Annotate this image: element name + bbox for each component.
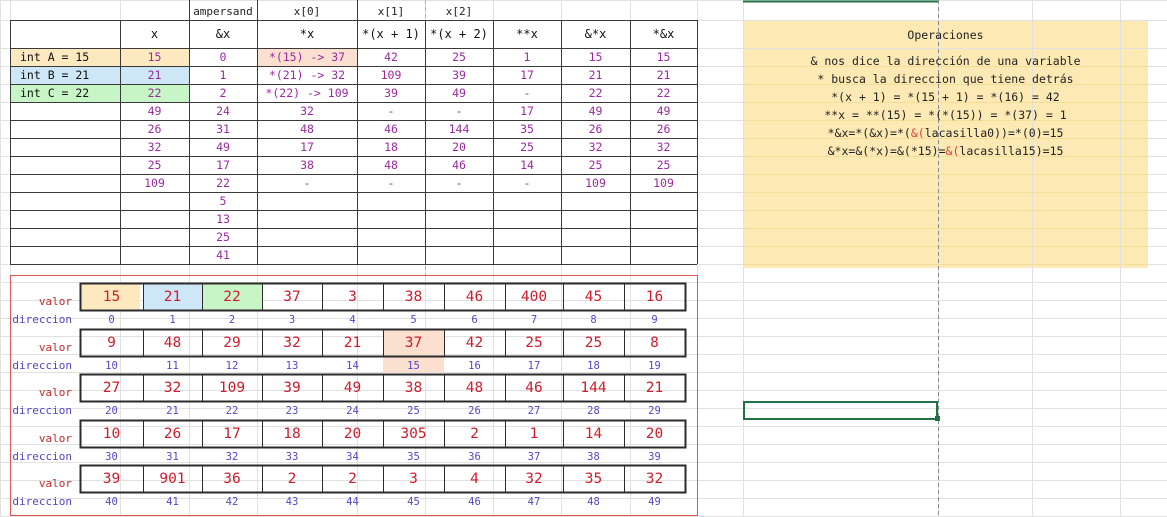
table-cell[interactable]: 38 xyxy=(300,158,314,172)
memory-address[interactable]: 13 xyxy=(285,359,299,372)
table-cell[interactable]: 25 xyxy=(588,158,603,172)
memory-value[interactable]: 2 xyxy=(287,470,297,487)
table-cell[interactable]: 109 xyxy=(144,176,165,190)
table-cell[interactable]: 46 xyxy=(452,158,466,172)
header-x1[interactable]: x[1] xyxy=(377,5,405,18)
operation-line: & * x = & ( * x ) = & ( * 1 5 ) = & ( l a c a s i l l a 1 5 ) = 1 5 xyxy=(827,144,1064,158)
table-cell[interactable]: 48 xyxy=(384,158,398,172)
column-header[interactable]: *(x + 2) xyxy=(430,27,488,41)
direccion-label: direccion xyxy=(12,313,72,326)
fill-handle[interactable] xyxy=(935,416,940,421)
table-cell[interactable]: 21 xyxy=(147,68,162,82)
table-cell[interactable]: 15 xyxy=(147,50,162,64)
table-cell[interactable]: 48 xyxy=(300,122,314,136)
memory-address[interactable]: 7 xyxy=(530,313,538,326)
table-cell[interactable]: 31 xyxy=(216,122,230,136)
operation-line: *(x + 1) = *(15 + 1) = *(16) = 42 xyxy=(831,90,1060,104)
table-cell[interactable]: 15 xyxy=(656,50,671,64)
memory-address[interactable]: 43 xyxy=(285,495,299,508)
header-ampersand[interactable]: ampersand xyxy=(193,5,253,18)
table-cell[interactable] xyxy=(257,192,357,210)
memory-value[interactable]: 35 xyxy=(584,470,603,487)
memory-address[interactable]: 11 xyxy=(166,359,179,372)
memory-value[interactable]: 38 xyxy=(404,288,423,305)
memory-value[interactable]: 21 xyxy=(163,288,182,305)
memory-address[interactable]: 8 xyxy=(590,313,597,326)
memory-value[interactable]: 21 xyxy=(343,334,362,351)
table-cell[interactable]: 25 xyxy=(147,158,162,172)
table-cell[interactable]: 17 xyxy=(520,104,534,118)
memory-address[interactable]: 5 xyxy=(410,313,417,326)
table-cell[interactable]: 25 xyxy=(452,50,466,64)
memory-value[interactable]: 22 xyxy=(223,288,241,305)
table-cell[interactable]: *(21) -> 32 xyxy=(268,68,346,82)
table-cell[interactable]: 0 xyxy=(219,50,227,64)
table-cell[interactable] xyxy=(425,246,493,264)
table-cell[interactable] xyxy=(493,192,561,210)
memory-value[interactable]: 32 xyxy=(645,470,664,487)
table-cell[interactable]: *(22) -> 109 xyxy=(265,86,349,100)
memory-address[interactable]: 18 xyxy=(587,359,600,372)
table-cell[interactable]: 32 xyxy=(147,140,162,154)
table-cell[interactable]: 144 xyxy=(448,122,470,136)
operation-line: & nos dice la dirección de una variable xyxy=(810,54,1081,68)
table-cell[interactable]: - xyxy=(387,176,395,190)
memory-address[interactable]: 38 xyxy=(587,450,600,463)
memory-value[interactable]: 21 xyxy=(645,379,664,396)
memory-value[interactable]: 1 xyxy=(529,425,539,442)
memory-address[interactable]: 14 xyxy=(346,359,359,372)
valor-label: valor xyxy=(38,477,72,490)
memory-address[interactable]: 10 xyxy=(105,359,118,372)
table-cell[interactable]: - xyxy=(455,104,463,118)
memory-value[interactable]: 20 xyxy=(645,425,664,442)
memory-address[interactable]: 17 xyxy=(527,359,541,372)
operation-line: * & x = * ( & x ) = * ( & ( l a c a s i l l a 0 ) ) = * ( 0 ) = 1 5 xyxy=(827,126,1064,140)
memory-value[interactable]: 2 xyxy=(348,470,357,487)
column-header[interactable]: *(x + 1) xyxy=(362,27,420,41)
table-cell[interactable]: - xyxy=(523,86,531,100)
memory-value[interactable]: 49 xyxy=(343,379,362,396)
memory-value[interactable]: 18 xyxy=(283,425,301,442)
table-cell[interactable] xyxy=(493,210,561,228)
memory-value[interactable]: 3 xyxy=(348,288,357,305)
table-cell[interactable] xyxy=(357,246,425,264)
column-header[interactable]: x xyxy=(150,27,159,41)
memory-address[interactable]: 3 xyxy=(288,313,296,326)
memory-address[interactable]: 4 xyxy=(349,313,356,326)
memory-address[interactable]: 0 xyxy=(108,313,115,326)
memory-address[interactable]: 26 xyxy=(468,404,481,417)
memory-address[interactable]: 37 xyxy=(527,450,541,463)
table-cell[interactable] xyxy=(425,210,493,228)
memory-value[interactable]: 36 xyxy=(223,470,241,487)
memory-value[interactable]: 3 xyxy=(409,470,418,487)
memory-value[interactable]: 29 xyxy=(223,334,241,351)
table-cell[interactable]: 46 xyxy=(384,122,398,136)
header-x0[interactable]: x[0] xyxy=(293,5,321,18)
memory-address[interactable]: 16 xyxy=(468,359,481,372)
memory-value[interactable]: 25 xyxy=(584,334,603,351)
memory-address[interactable]: 29 xyxy=(648,404,661,417)
table-cell[interactable]: 1 xyxy=(219,68,227,82)
table-cell[interactable]: 49 xyxy=(452,86,466,100)
table-cell[interactable]: 39 xyxy=(452,68,466,82)
memory-address[interactable]: 15 xyxy=(407,359,420,372)
table-cell[interactable]: 32 xyxy=(300,104,314,118)
table-cell[interactable]: 18 xyxy=(384,140,398,154)
column-header[interactable]: **x xyxy=(516,27,538,41)
valor-label: valor xyxy=(38,295,72,308)
table-cell[interactable]: - xyxy=(455,176,463,190)
memory-value[interactable]: 27 xyxy=(102,379,121,396)
table-cell[interactable] xyxy=(357,210,425,228)
memory-value[interactable]: 109 xyxy=(218,379,246,396)
memory-value[interactable]: 10 xyxy=(102,425,121,442)
table-cell[interactable]: 20 xyxy=(452,140,466,154)
table-cell[interactable] xyxy=(561,192,630,210)
memory-value[interactable]: 8 xyxy=(650,334,659,351)
memory-address[interactable]: 34 xyxy=(346,450,359,463)
table-cell[interactable]: 25 xyxy=(216,230,230,244)
memory-address[interactable]: 32 xyxy=(225,450,239,463)
memory-address[interactable]: 20 xyxy=(105,404,118,417)
variable-label[interactable]: int C = 22 xyxy=(20,86,90,100)
memory-value[interactable]: 26 xyxy=(163,425,182,442)
valor-label: valor xyxy=(38,432,72,445)
memory-value[interactable]: 46 xyxy=(525,379,543,396)
memory-value[interactable]: 32 xyxy=(525,470,543,487)
table-cell[interactable]: 25 xyxy=(520,140,534,154)
table-cell[interactable]: 32 xyxy=(656,140,671,154)
operations-title: Operaciones xyxy=(907,28,984,42)
variable-label[interactable]: int A = 15 xyxy=(20,50,90,64)
memory-address[interactable]: 12 xyxy=(225,359,239,372)
valor-label: valor xyxy=(38,341,72,354)
memory-address[interactable]: 30 xyxy=(105,450,118,463)
table-cell[interactable] xyxy=(630,192,697,210)
memory-address[interactable]: 19 xyxy=(648,359,661,372)
memory-address[interactable]: 47 xyxy=(527,495,541,508)
direccion-label: direccion xyxy=(12,404,72,417)
table-cell[interactable]: 21 xyxy=(588,68,603,82)
table-cell[interactable] xyxy=(561,246,630,264)
memory-address[interactable]: 40 xyxy=(105,495,118,508)
table-cell[interactable] xyxy=(561,228,630,246)
table-cell[interactable]: 24 xyxy=(216,104,230,118)
table-cell[interactable]: 14 xyxy=(520,158,534,172)
table-cell[interactable]: 49 xyxy=(216,140,230,154)
table-cell[interactable] xyxy=(257,246,357,264)
table-cell[interactable]: *(15) -> 37 xyxy=(268,50,346,64)
valor-label: valor xyxy=(38,386,72,399)
memory-value[interactable]: 37 xyxy=(404,334,423,351)
operation-line: **x = **(15) = *(*(15)) = *(37) = 1 xyxy=(824,108,1067,122)
table-cell[interactable] xyxy=(561,210,630,228)
table-cell[interactable]: 42 xyxy=(384,50,398,64)
memory-address[interactable]: 6 xyxy=(471,313,478,326)
table-cell[interactable]: 17 xyxy=(520,68,534,82)
table-cell[interactable]: 109 xyxy=(380,68,402,82)
table-cell[interactable]: 13 xyxy=(216,212,230,226)
memory-value[interactable]: 400 xyxy=(520,288,548,305)
memory-value[interactable]: 42 xyxy=(465,334,484,351)
table-cell[interactable]: 17 xyxy=(216,158,230,172)
memory-value[interactable]: 39 xyxy=(102,470,121,487)
memory-value[interactable]: 14 xyxy=(584,425,603,442)
memory-value[interactable]: 45 xyxy=(584,288,603,305)
memory-value[interactable]: 9 xyxy=(107,334,116,351)
table-cell[interactable]: - xyxy=(303,176,311,190)
memory-address[interactable]: 35 xyxy=(407,450,420,463)
memory-address[interactable]: 9 xyxy=(651,313,658,326)
memory-address[interactable]: 31 xyxy=(166,450,179,463)
table-cell[interactable] xyxy=(357,192,425,210)
memory-address[interactable]: 1 xyxy=(169,313,176,326)
column-header[interactable]: &*x xyxy=(584,27,607,41)
memory-address[interactable]: 41 xyxy=(166,495,179,508)
memory-value[interactable]: 38 xyxy=(404,379,423,396)
table-cell[interactable] xyxy=(120,210,189,228)
table-cell[interactable]: 21 xyxy=(656,68,671,82)
direccion-label: direccion xyxy=(12,450,72,463)
table-cell[interactable]: 22 xyxy=(216,176,230,190)
memory-value[interactable]: 32 xyxy=(163,379,182,396)
memory-value[interactable]: 15 xyxy=(102,288,121,305)
table-cell[interactable]: 39 xyxy=(384,86,398,100)
table-cell[interactable] xyxy=(357,228,425,246)
memory-value[interactable]: 48 xyxy=(163,334,182,351)
table-cell[interactable]: 22 xyxy=(588,86,603,100)
table-cell[interactable]: 15 xyxy=(588,50,603,64)
memory-address[interactable]: 39 xyxy=(648,450,661,463)
variable-label[interactable]: int B = 21 xyxy=(20,68,90,82)
table-cell[interactable]: 25 xyxy=(656,158,671,172)
table-cell[interactable]: 32 xyxy=(588,140,603,154)
column-header[interactable]: *x xyxy=(299,27,315,41)
column-header[interactable]: *&x xyxy=(652,27,675,41)
table-cell[interactable]: 26 xyxy=(147,122,162,136)
memory-address[interactable]: 23 xyxy=(285,404,299,417)
memory-value[interactable]: 16 xyxy=(645,288,664,305)
table-cell[interactable]: 2 xyxy=(219,86,227,100)
memory-address[interactable]: 27 xyxy=(527,404,541,417)
table-cell[interactable] xyxy=(257,228,357,246)
operation-line: * busca la direccion que tiene detrás xyxy=(817,72,1074,86)
table-cell[interactable] xyxy=(630,210,697,228)
table-cell[interactable]: 109 xyxy=(585,176,606,190)
table-cell[interactable] xyxy=(425,228,493,246)
memory-value[interactable]: 32 xyxy=(283,334,301,351)
direccion-label: direccion xyxy=(12,495,72,508)
memory-address[interactable]: 33 xyxy=(285,450,299,463)
memory-value[interactable]: 46 xyxy=(465,288,484,305)
memory-value[interactable]: 901 xyxy=(159,470,186,487)
memory-address[interactable]: 46 xyxy=(468,495,481,508)
table-cell[interactable]: 35 xyxy=(520,122,534,136)
table-cell[interactable]: 17 xyxy=(300,140,314,154)
table-cell[interactable]: 22 xyxy=(147,86,162,100)
table-cell[interactable]: 26 xyxy=(588,122,603,136)
memory-value[interactable]: 305 xyxy=(400,425,427,442)
direccion-label: direccion xyxy=(12,359,72,372)
memory-address[interactable]: 22 xyxy=(225,404,239,417)
memory-value[interactable]: 25 xyxy=(525,334,543,351)
table-cell[interactable]: 109 xyxy=(653,176,674,190)
table-cell[interactable]: 49 xyxy=(147,104,162,118)
memory-value[interactable]: 4 xyxy=(470,470,479,487)
memory-address[interactable]: 2 xyxy=(228,313,236,326)
column-header[interactable]: &x xyxy=(215,27,231,41)
memory-address[interactable]: 48 xyxy=(587,495,600,508)
header-x2[interactable]: x[2] xyxy=(445,5,473,18)
memory-value[interactable]: 37 xyxy=(283,288,301,305)
table-cell[interactable] xyxy=(120,228,189,246)
memory-address[interactable]: 24 xyxy=(346,404,359,417)
memory-value[interactable]: 39 xyxy=(283,379,301,396)
memory-value[interactable]: 20 xyxy=(343,425,362,442)
memory-address[interactable]: 49 xyxy=(648,495,661,508)
table-cell[interactable] xyxy=(493,228,561,246)
memory-value[interactable]: 144 xyxy=(580,379,607,396)
active-cell[interactable] xyxy=(743,401,938,420)
table-cell[interactable]: 49 xyxy=(656,104,671,118)
memory-address[interactable]: 45 xyxy=(407,495,420,508)
table-cell[interactable]: - xyxy=(387,104,395,118)
table-cell[interactable]: 26 xyxy=(656,122,671,136)
memory-address[interactable]: 21 xyxy=(166,404,179,417)
table-cell[interactable]: 5 xyxy=(219,194,227,208)
memory-address[interactable]: 28 xyxy=(587,404,600,417)
table-cell[interactable]: 41 xyxy=(216,248,230,262)
memory-address[interactable]: 44 xyxy=(346,495,359,508)
table-cell[interactable] xyxy=(257,210,357,228)
table-cell[interactable]: 22 xyxy=(656,86,671,100)
table-cell[interactable] xyxy=(120,246,189,264)
memory-value[interactable]: 2 xyxy=(470,425,479,442)
memory-address[interactable]: 25 xyxy=(407,404,420,417)
table-cell[interactable] xyxy=(630,228,697,246)
table-cell[interactable]: 49 xyxy=(588,104,603,118)
table-cell[interactable] xyxy=(630,246,697,264)
memory-address[interactable]: 42 xyxy=(225,495,239,508)
table-cell[interactable] xyxy=(493,246,561,264)
memory-value[interactable]: 17 xyxy=(223,425,241,442)
table-cell[interactable] xyxy=(120,192,189,210)
memory-value[interactable]: 48 xyxy=(465,379,484,396)
table-cell[interactable] xyxy=(425,192,493,210)
table-cell[interactable]: 1 xyxy=(523,50,531,64)
table-cell[interactable]: - xyxy=(523,176,531,190)
memory-address[interactable]: 36 xyxy=(468,450,481,463)
